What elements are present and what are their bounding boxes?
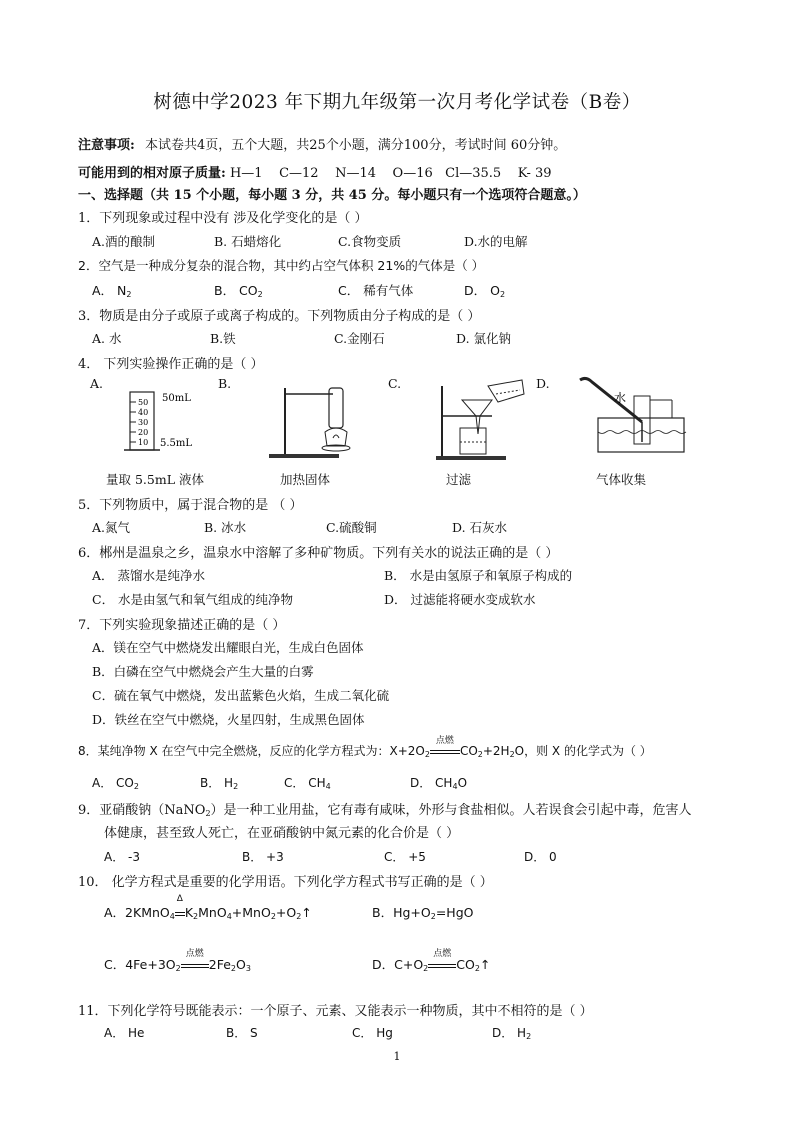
q9-option-c: C． +5	[384, 850, 426, 864]
q8-option-a: A． $CO_2$	[92, 776, 139, 791]
notice-label: 注意事项:	[78, 138, 135, 153]
masses-label: 可能用到的相对原子质量:	[78, 166, 226, 181]
q11-option-d: D． $H_2$	[492, 1026, 532, 1041]
q4-option-b-label: B.	[218, 376, 232, 391]
q4-option-c-label: C.	[388, 376, 402, 391]
tick-20: 20	[138, 428, 149, 437]
section-heading: 一、选择题（共 15 个小题，每小题 3 分，共 45 分。每小题只有一个选项符合题意。）	[78, 188, 586, 203]
q7-option-a: A．镁在空气中燃烧发出耀眼白光，生成白色固体	[92, 640, 364, 655]
q9-option-a: A． -3	[104, 850, 140, 864]
question-11: 11．下列化学符号既能表示：一个原子、元素、又能表示一种物质，其中不相符的是（ ）	[78, 1004, 593, 1019]
question-4: 4． 下列实验操作正确的是（ ）	[78, 357, 264, 372]
cylinder-volume-label: 5.5mL	[160, 438, 193, 449]
q9-option-d: D． 0	[524, 850, 557, 864]
q4-caption-d: 气体收集	[596, 472, 647, 487]
q8-option-b: B． $H_2$	[200, 776, 239, 791]
q10-option-a: A．2KMnO$_4$ Δ $K_2MnO_4+MnO_2+O_2↑$	[104, 894, 312, 921]
notice	[78, 134, 566, 153]
cylinder-capacity-label: 50mL	[162, 393, 191, 404]
q7-option-c: C．硫在氧气中燃烧，发出蓝紫色火焰，生成二氧化硫	[92, 688, 390, 703]
q5-option-c: C.硫酸铜	[326, 520, 377, 535]
q3-option-b: B.铁	[210, 331, 236, 346]
q6-option-b: B． 水是由氢原子和氧原子构成的	[384, 568, 573, 583]
page-number: 1	[393, 1050, 401, 1063]
question-2: 2．空气是一种成分复杂的混合物，其中约占空气体积 21%的气体是（ ）	[78, 258, 485, 273]
q4-option-a-label: A.	[90, 376, 104, 391]
heating-solid-figure	[255, 380, 375, 462]
q5-option-d: D. 石灰水	[452, 520, 508, 535]
q2-option-d: D． $O_2$	[464, 283, 506, 299]
q3-option-c: C.金刚石	[334, 331, 385, 346]
q1-option-d: D.水的电解	[464, 234, 528, 249]
q2-option-a: A． $N_2$	[92, 283, 132, 299]
q10-option-c: C．$4Fe+3O_2$ 点燃 $2Fe_2O_3$	[104, 949, 251, 973]
water-label: 水	[614, 391, 627, 405]
q2-option-c: C． 稀有气体	[338, 283, 414, 298]
tick-50: 50	[138, 398, 149, 407]
q5-option-b: B. 冰水	[204, 520, 247, 535]
question-8: 8．某纯净物 X 在空气中完全燃烧，反应的化学方程式为：$X+2O_2$ 点燃 $CO_2+2H_2O$，则 X 的化学式为（ ）	[78, 742, 652, 759]
q2-option-b: B． $CO_2$	[214, 283, 263, 299]
q3-option-a: A. 水	[92, 331, 122, 346]
question-5: 5．下列物质中，属于混合物的是 （ ）	[78, 498, 303, 513]
q4-option-d-label: D.	[536, 376, 550, 391]
q10-option-b: B．$Hg+O_2=HgO$	[372, 905, 474, 921]
question-6: 6．郴州是温泉之乡，温泉水中溶解了多种矿物质。下列有关水的说法正确的是（ ）	[78, 546, 559, 561]
q11-option-b: B． S	[226, 1026, 258, 1040]
q4-caption-a: 量取 5.5mL 液体	[106, 472, 204, 487]
gas-collection-figure	[570, 374, 690, 464]
masses-values: H—1 C—12 N—14 O—16 Cl—35.5 K- 39	[229, 166, 552, 181]
q1-option-b: B. 石蜡熔化	[214, 234, 282, 249]
question-9-line-2: 体健康，甚至致人死亡，在亚硝酸钠中氮元素的化合价是（ ）	[104, 826, 460, 841]
graduated-cylinder-figure	[118, 384, 218, 456]
filtration-figure	[432, 376, 532, 462]
notice-text: 本试卷共4页，五个大题，共25个小题，满分100分，考试时间 60分钟。	[144, 138, 567, 153]
page-title: 树德中学2023 年下期九年级第一次月考化学试卷（B卷）	[153, 92, 641, 113]
q9-option-b: B． +3	[242, 850, 284, 864]
q11-option-a: A． He	[104, 1026, 145, 1040]
q4-caption-c: 过滤	[446, 472, 472, 487]
question-9: 9．亚硝酸钠（NaNO$_2$）是一种工业用盐，它有毒有咸味，外形与食盐相似。人若误食会引起中毒，危害人	[78, 803, 692, 818]
tick-30: 30	[138, 418, 149, 427]
question-3: 3．物质是由分子或原子或离子构成的。下列物质由分子构成的是（ ）	[78, 309, 481, 324]
q6-option-a: A． 蒸馏水是纯净水	[92, 568, 206, 583]
q8-option-c: C． $CH_4$	[284, 776, 331, 791]
tick-40: 40	[138, 408, 149, 417]
q6-option-d: D． 过滤能将硬水变成软水	[384, 592, 536, 607]
q4-caption-b: 加热固体	[280, 472, 331, 487]
atomic-masses	[78, 162, 552, 181]
tick-10: 10	[138, 438, 149, 447]
q7-option-b: B．白磷在空气中燃烧会产生大量的白雾	[92, 664, 314, 679]
question-1: 1．下列现象或过程中没有 涉及化学变化的是（ ）	[78, 211, 368, 226]
question-7: 7．下列实验现象描述正确的是（ ）	[78, 618, 286, 633]
q8-option-d: D． $CH_4O$	[410, 776, 468, 791]
q6-option-c: C． 水是由氢气和氧气组成的纯净物	[92, 592, 294, 607]
q5-option-a: A.氮气	[92, 520, 131, 535]
q10-option-d: D．$C+O_2$ 点燃 $CO_2↑$	[372, 949, 491, 973]
q1-option-c: C.食物变质	[338, 234, 402, 249]
q1-option-a: A.酒的酿制	[92, 234, 156, 249]
q7-option-d: D．铁丝在空气中燃烧，火星四射，生成黑色固体	[92, 712, 365, 727]
q11-option-c: C． Hg	[352, 1026, 393, 1040]
q3-option-d: D. 氯化钠	[456, 331, 512, 346]
question-10: 10． 化学方程式是重要的化学用语。下列化学方程式书写正确的是（ ）	[78, 875, 493, 890]
reaction-condition: 点燃	[435, 736, 454, 746]
